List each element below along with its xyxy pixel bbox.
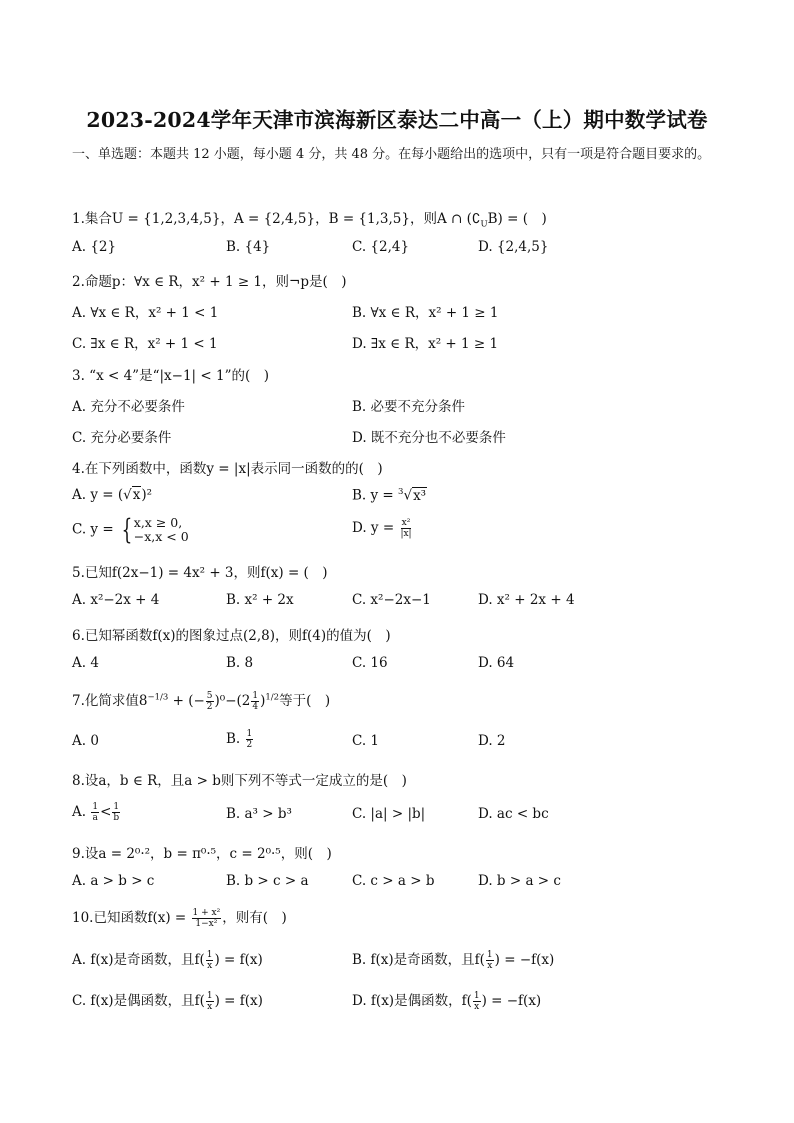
q10-option-a[interactable]: A. f(x)是奇函数，且f( $\frac{1}{x}$ ) = f(x) <box>72 950 263 971</box>
q1-option-a[interactable]: A. {2} <box>72 239 117 255</box>
q7-option-c[interactable]: C. 1 <box>352 733 380 749</box>
q1-option-b[interactable]: B. {4} <box>226 239 271 255</box>
q8-option-a[interactable]: A. $\frac{1}{a}$ < $\frac{1}{b}$ <box>72 802 120 823</box>
q8-option-d[interactable]: D. ac < bc <box>478 806 549 822</box>
q7-option-d[interactable]: D. 2 <box>478 733 506 749</box>
q6-option-c[interactable]: C. 16 <box>352 655 388 671</box>
q6-option-a[interactable]: A. 4 <box>72 655 99 671</box>
q3-option-c[interactable]: C. 充分必要条件 <box>72 430 172 446</box>
q3-option-d[interactable]: D. 既不充分也不必要条件 <box>352 430 506 446</box>
q3-option-b[interactable]: B. 必要不充分条件 <box>352 399 466 415</box>
q2-option-a[interactable]: A. ∀x ∈ R，x² + 1 < 1 <box>72 305 219 321</box>
q4-option-a[interactable]: A. y = (√x)² <box>72 487 153 503</box>
q5-option-c[interactable]: C. x²−2x−1 <box>352 592 431 608</box>
q5-option-b[interactable]: B. x² + 2x <box>226 592 294 608</box>
question-10: 10.已知函数f(x) = $\frac{\text{1 + x²}}{\text{1−x²}}$ ，则有( ) <box>72 908 287 929</box>
q1-option-d[interactable]: D. {2,4,5} <box>478 239 549 255</box>
q8-option-b[interactable]: B. a³ > b³ <box>226 806 292 822</box>
question-6: 6.已知幂函数f(x)的图象过点(2,8)，则f(4)的值为( ) <box>72 628 391 644</box>
q7-option-b[interactable]: B. $\frac{1}{2}$ <box>226 729 253 750</box>
q5-option-d[interactable]: D. x² + 2x + 4 <box>478 592 575 608</box>
q4-option-b[interactable]: B. y = $^3$√x³ <box>352 487 427 504</box>
q5-option-a[interactable]: A. x²−2x + 4 <box>72 592 160 608</box>
q4-option-d[interactable]: D. y = $\frac{\text{x²}}{|x|}$ <box>352 518 412 539</box>
question-2: 2.命题p：∀x ∈ R，x² + 1 ≥ 1，则¬p是( ) <box>72 274 347 290</box>
question-3: 3. “x < 4”是“|x−1| < 1”的( ) <box>72 368 270 384</box>
page-title: 2023-2024学年天津市滨海新区泰达二中高一（上）期中数学试卷 <box>86 108 708 132</box>
q8-option-c[interactable]: C. |a| > |b| <box>352 806 426 822</box>
question-1: 1.集合U = {1,2,3,4,5}，A = {2,4,5}，B = {1,3,5}，则A ∩ $(∁_UB)$ = ( ) <box>72 211 547 230</box>
q9-option-a[interactable]: A. a > b > c <box>72 873 155 889</box>
q4-option-c[interactable]: C. y = { x,x ≥ 0, −x,x < 0 <box>72 513 189 546</box>
question-7: 7.化简求值$8^{-1/3}$ + (− $\frac{5}{2}$ )⁰−(2 $\frac{1}{4}$ )$^{1/2}$等于( ) <box>72 691 331 712</box>
q9-option-c[interactable]: C. c > a > b <box>352 873 435 889</box>
q2-option-c[interactable]: C. ∃x ∈ R，x² + 1 < 1 <box>72 336 218 352</box>
question-9: 9.设a = 2⁰·²，b = π⁰·⁵，c = 2⁰·⁵，则( ) <box>72 846 332 862</box>
q1-option-c[interactable]: C. {2,4} <box>352 239 410 255</box>
q9-option-d[interactable]: D. b > a > c <box>478 873 561 889</box>
q10-option-c[interactable]: C. f(x)是偶函数，且f( $\frac{1}{x}$ ) = f(x) <box>72 991 263 1012</box>
q9-option-b[interactable]: B. b > c > a <box>226 873 309 889</box>
section-heading: 一、单选题：本题共 12 小题，每小题 4 分，共 48 分。在每小题给出的选项中，只有一项是符合题目要求的。 <box>72 147 711 162</box>
question-4: 4.在下列函数中，函数y = |x|表示同一函数的的( ) <box>72 461 383 477</box>
question-5: 5.已知f(2x−1) = 4x² + 3，则f(x) = ( ) <box>72 565 328 581</box>
q2-option-b[interactable]: B. ∀x ∈ R，x² + 1 ≥ 1 <box>352 305 499 321</box>
q6-option-d[interactable]: D. 64 <box>478 655 515 671</box>
q6-option-b[interactable]: B. 8 <box>226 655 254 671</box>
q10-option-b[interactable]: B. f(x)是奇函数，且f( $\frac{1}{x}$ ) = −f(x) <box>352 950 555 971</box>
q2-option-d[interactable]: D. ∃x ∈ R，x² + 1 ≥ 1 <box>352 336 499 352</box>
q7-option-a[interactable]: A. 0 <box>72 733 99 749</box>
question-8: 8.设a，b ∈ R，且a > b则下列不等式一定成立的是( ) <box>72 773 407 789</box>
q3-option-a[interactable]: A. 充分不必要条件 <box>72 399 185 415</box>
q10-option-d[interactable]: D. f(x)是偶函数，f( $\frac{1}{x}$ ) = −f(x) <box>352 991 542 1012</box>
